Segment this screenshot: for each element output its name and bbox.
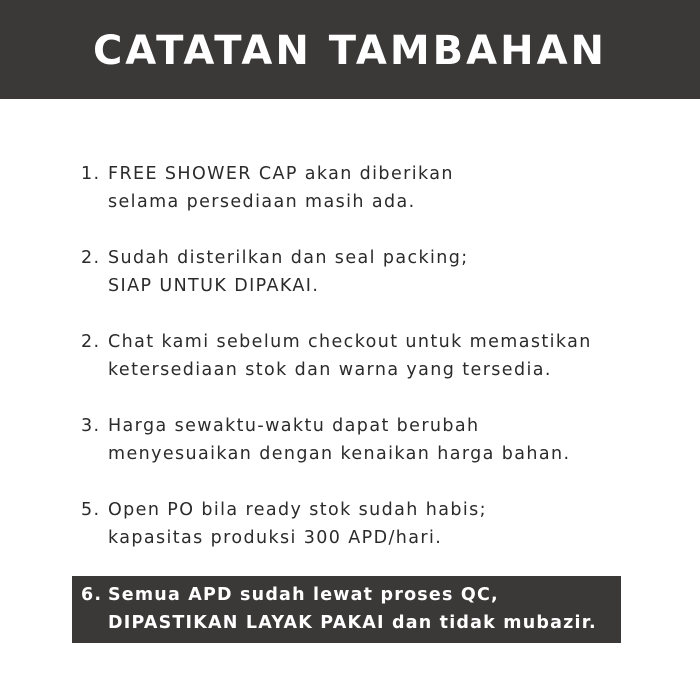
note-text: kapasitas produksi 300 APD/hari. [108,528,443,548]
note-number: 6. [81,585,103,605]
note-text: selama persediaan masih ada. [108,192,416,212]
note-text: Open PO bila ready stok sudah habis; [108,500,487,520]
note-item-4 [81,412,641,468]
note-line-1 [81,160,641,188]
note-text: ketersediaan stok dan warna yang tersedia. [108,360,552,380]
note-item-3 [81,328,641,384]
note-item-6-highlighted [81,581,641,637]
note-line-2 [81,609,641,637]
note-line-1 [81,412,641,440]
note-line-2 [81,188,641,216]
note-line-2 [81,440,641,468]
note-text: menyesuaikan dengan kenaikan harga bahan. [108,444,571,464]
note-line-1 [81,244,641,272]
note-line-2 [81,524,641,552]
note-text: Semua APD sudah lewat proses QC, [108,585,499,605]
note-number: 2. [81,248,101,268]
note-line-2 [81,356,641,384]
note-text: SIAP UNTUK DIPAKAI. [108,276,320,296]
note-number: 1. [81,164,101,184]
note-number: 2. [81,332,101,352]
note-line-2 [81,272,641,300]
note-text: DIPASTIKAN LAYAK PAKAI dan tidak mubazir. [108,613,597,633]
note-text: FREE SHOWER CAP akan diberikan [108,164,454,184]
note-line-1 [81,581,641,609]
note-text: Chat kami sebelum checkout untuk memastikan [108,332,592,352]
note-number: 5. [81,500,101,520]
note-item-2 [81,244,641,300]
note-item-1 [81,160,641,216]
header-banner [0,0,700,99]
note-text: Harga sewaktu-waktu dapat berubah [108,416,480,436]
note-line-1 [81,328,641,356]
note-text: Sudah disterilkan dan seal packing; [108,248,469,268]
note-line-1 [81,496,641,524]
page-title: CATATAN TAMBAHAN [92,27,608,74]
note-item-5 [81,496,641,552]
note-number: 3. [81,416,101,436]
